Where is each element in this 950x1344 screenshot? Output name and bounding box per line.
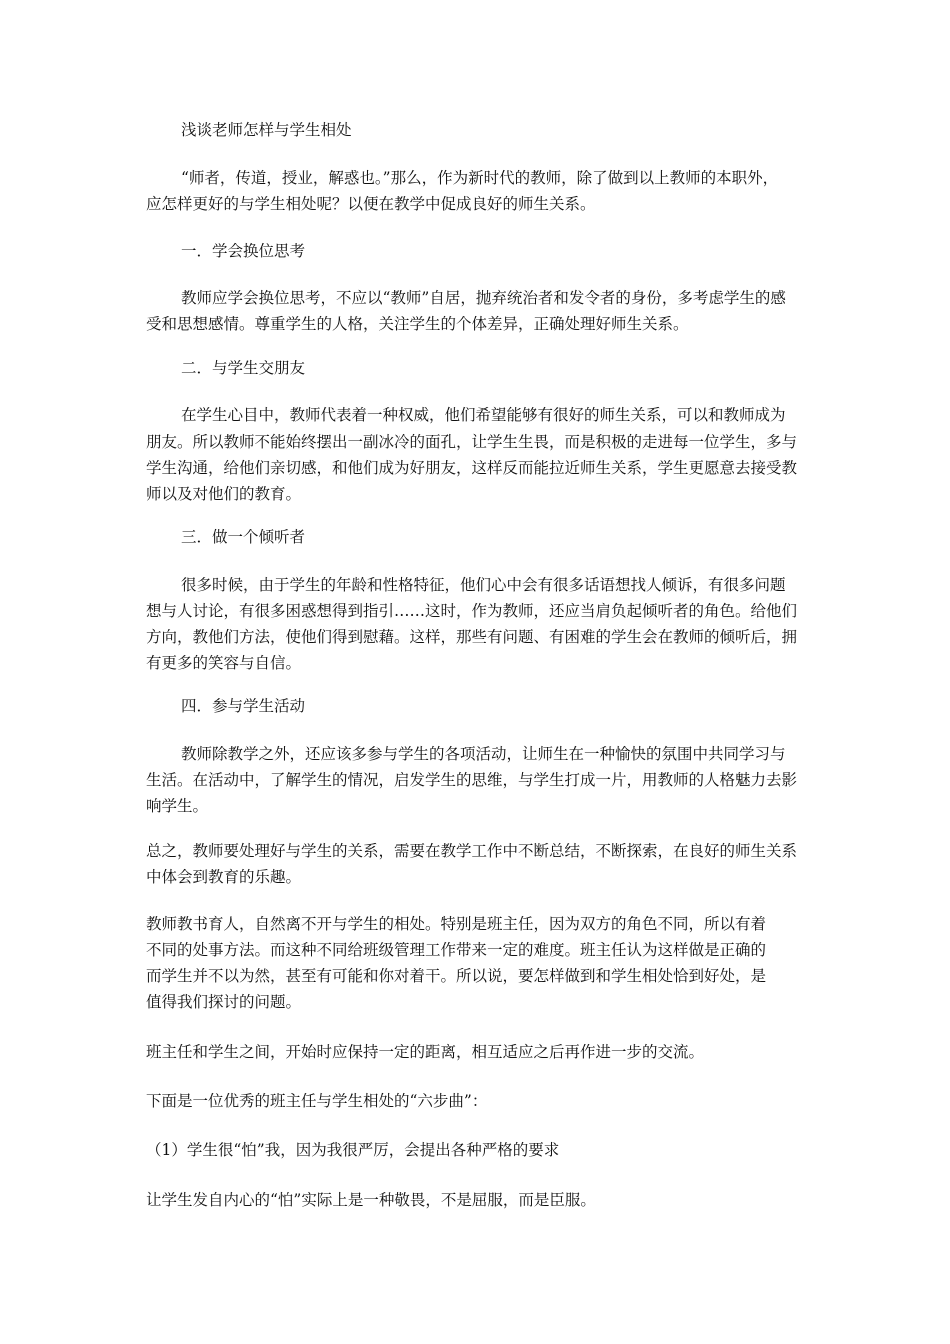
section-2-line-3: 学生沟通，给他们亲切感，和他们成为好朋友，这样反而能拉近师生关系，学生更愿意去接受教 [146, 459, 798, 477]
teacher-paragraph-line-4: 值得我们探讨的问题。 [146, 993, 302, 1011]
section-3-line-3: 方向，教他们方法，使他们得到慰藉。这样，那些有问题、有困难的学生会在教师的倾听后，拥 [146, 628, 798, 646]
section-2-line-4: 师以及对他们的教育。 [146, 485, 302, 503]
distance-paragraph: 班主任和学生之间，开始时应保持一定的距离，相互适应之后再作进一步的交流。 [146, 1043, 705, 1061]
section-2-line-1: 在学生心目中，教师代表着一种权威，他们希望能够有很好的师生关系，可以和教师成为 [181, 406, 786, 424]
section-2-heading: 二．与学生交朋友 [181, 359, 306, 377]
section-3-heading: 三．做一个倾听者 [181, 528, 306, 546]
step-1-text: 让学生发自内心的“怕”实际上是一种敬畏，不是屈服，而是臣服。 [146, 1191, 596, 1209]
section-1-heading: 一．学会换位思考 [181, 242, 306, 260]
teacher-paragraph-line-3: 而学生并不以为然，甚至有可能和你对着干。所以说，要怎样做到和学生相处恰到好处，是 [146, 967, 767, 985]
document-title: 浅谈老师怎样与学生相处 [181, 121, 352, 139]
section-4-line-1: 教师除教学之外，还应该多参与学生的各项活动，让师生在一种愉快的氛围中共同学习与 [181, 745, 786, 763]
intro-line-1: “师者，传道，授业，解惑也。”那么，作为新时代的教师，除了做到以上教师的本职外， [181, 169, 779, 187]
conclusion-line-2: 中体会到教育的乐趣。 [146, 868, 302, 886]
steps-intro-paragraph: 下面是一位优秀的班主任与学生相处的“六步曲”： [146, 1092, 488, 1110]
section-3-line-4: 有更多的笑容与自信。 [146, 654, 302, 672]
section-3-line-2: 想与人讨论，有很多困惑想得到指引……这时，作为教师，还应当肩负起倾听者的角色。给他们 [146, 602, 798, 620]
step-1-heading: （1）学生很“怕”我，因为我很严厉，会提出各种严格的要求 [146, 1141, 560, 1159]
section-4-line-2: 生活。在活动中，了解学生的情况，启发学生的思维，与学生打成一片，用教师的人格魅力去影 [146, 771, 798, 789]
teacher-paragraph-line-2: 不同的处事方法。而这种不同给班级管理工作带来一定的难度。班主任认为这样做是正确的 [146, 941, 767, 959]
conclusion-line-1: 总之，教师要处理好与学生的关系，需要在教学工作中不断总结，不断探索，在良好的师生关系 [146, 842, 798, 860]
section-3-line-1: 很多时候，由于学生的年龄和性格特征，他们心中会有很多话语想找人倾诉，有很多问题 [181, 576, 786, 594]
intro-line-2: 应怎样更好的与学生相处呢？以便在教学中促成良好的师生关系。 [146, 195, 596, 213]
teacher-paragraph-line-1: 教师教书育人，自然离不开与学生的相处。特别是班主任，因为双方的角色不同，所以有着 [146, 915, 767, 933]
section-4-line-3: 响学生。 [146, 797, 209, 815]
section-2-line-2: 朋友。所以教师不能始终摆出一副冰冷的面孔，让学生生畏，而是积极的走进每一位学生，多与 [146, 433, 798, 451]
section-4-heading: 四．参与学生活动 [181, 697, 306, 715]
section-1-line-1: 教师应学会换位思考，不应以“教师”自居，抛弃统治者和发令者的身份，多考虑学生的感 [181, 289, 786, 307]
section-1-line-2: 受和思想感情。尊重学生的人格，关注学生的个体差异，正确处理好师生关系。 [146, 315, 689, 333]
